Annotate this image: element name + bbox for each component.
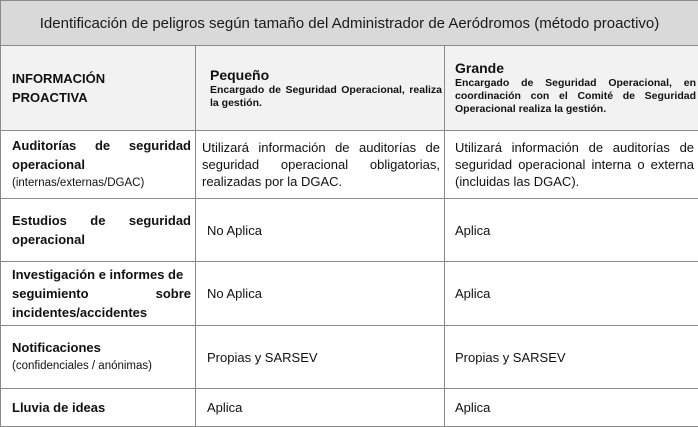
header-proactive-info bbox=[1, 46, 196, 131]
header-label-line2: PROACTIVA bbox=[12, 90, 88, 105]
small-size-name: Pequeño bbox=[196, 67, 444, 83]
row-label-line1: Auditorías de seguridad bbox=[12, 136, 191, 155]
row-label bbox=[1, 389, 196, 427]
row-label-line3: incidentes/accidentes bbox=[12, 303, 191, 322]
row-large-value: Aplica bbox=[445, 389, 698, 427]
row-label-line2: operacional bbox=[12, 155, 191, 174]
row-large-value: Propias y SARSEV bbox=[445, 326, 698, 389]
row-label-line1: Notificaciones bbox=[12, 338, 191, 357]
row-small-value: Propias y SARSEV bbox=[196, 326, 445, 389]
row-large-value: Aplica bbox=[445, 262, 698, 326]
row-small-value: Utilizará información de auditorías de seguridad operacional obligatorias, realizadas por la DGAC. bbox=[196, 131, 445, 199]
header-large bbox=[445, 46, 698, 131]
large-size-description: Encargado de Seguridad Operacional, en coordinación con el Comité de Seguridad Operacional realiza la gestión. bbox=[445, 77, 698, 116]
table-row bbox=[1, 131, 698, 199]
row-large-value: Utilizará información de auditorías de seguridad operacional interna o externa (incluidas las DGAC). bbox=[445, 131, 698, 199]
small-size-description: Encargado de Seguridad Operacional, realiza la gestión. bbox=[196, 84, 444, 110]
row-label-note: (confidenciales / anónimas) bbox=[12, 357, 191, 376]
row-small-value: Aplica bbox=[196, 389, 445, 427]
table-row bbox=[1, 262, 698, 326]
table-row bbox=[1, 326, 698, 389]
row-label-line2: seguimiento sobre bbox=[12, 284, 191, 303]
header-row bbox=[1, 46, 698, 131]
row-label bbox=[1, 326, 196, 389]
row-label-line1: Estudios de seguridad bbox=[12, 211, 191, 230]
large-size-name: Grande bbox=[445, 60, 698, 76]
header-label-line1: INFORMACIÓN bbox=[12, 71, 105, 86]
row-label bbox=[1, 262, 196, 326]
row-small-value: No Aplica bbox=[196, 199, 445, 262]
table-title: Identificación de peligros según tamaño del Administrador de Aeródromos (método proactivo) bbox=[1, 1, 698, 46]
row-label bbox=[1, 199, 196, 262]
row-label-line2: operacional bbox=[12, 230, 191, 249]
header-small bbox=[196, 46, 445, 131]
table-row bbox=[1, 199, 698, 262]
row-label bbox=[1, 131, 196, 199]
table-row bbox=[1, 389, 698, 427]
row-small-value: No Aplica bbox=[196, 262, 445, 326]
row-label-line1: Lluvia de ideas bbox=[12, 398, 191, 417]
row-label-line1: Investigación e informes de bbox=[12, 265, 191, 284]
row-large-value: Aplica bbox=[445, 199, 698, 262]
row-label-note: (internas/externas/DGAC) bbox=[12, 174, 191, 193]
